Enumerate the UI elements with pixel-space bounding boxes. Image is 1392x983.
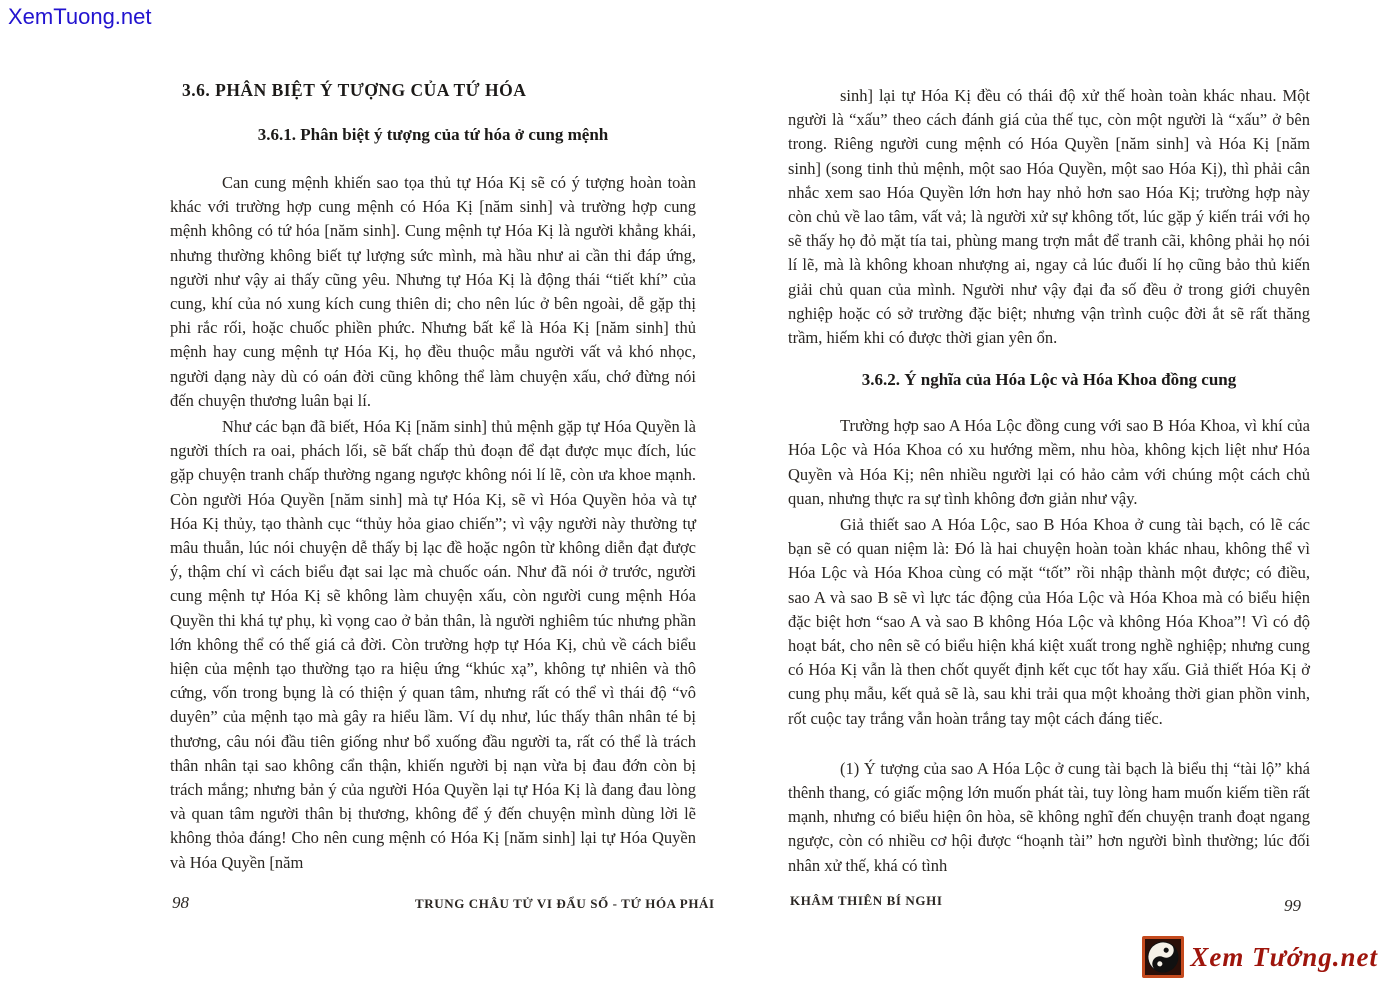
section-heading: 3.6. PHÂN BIỆT Ý TƯỢNG CỦA TỨ HÓA (182, 80, 527, 100)
left-paragraph-2: Như các bạn đã biết, Hóa Kị [năm sinh] thủ mệnh gặp tự Hóa Quyền là người thích ra oai, phách lối, sẽ bất chấp thủ đoạn để đạt được mục đích, lúc gặp chuyện tranh chấp thường ngang ngược không nói lí lẽ, còn ưa khoe mạnh. Còn người Hóa Quyền [năm sinh] mà tự Hóa Kị, sẽ vì Hóa Quyền hỏa và tự Hóa Kị thủy, tạo thành cục “thủy hỏa giao chiến”; vì vậy người này thường tự mâu thuẫn, lúc nói chuyện dễ thấy bị lạc đề hoặc ngôn từ không diễn đạt được ý, thậm chí vì cách biểu đạt sai lạc mà chuốc oán. Như đã nói ở trước, người cung mệnh tự Hóa Kị sẽ không làm chuyện xấu, còn người cung mệnh Hóa Quyền thi khá tự phụ, kì vọng cao ở bản thân, là người nghiêm túc nhưng phần lớn không thể có thế giá cả đời. Còn trường hợp tự Hóa Kị, chủ về cách biểu hiện của mệnh tạo thường tạo ra hiệu ứng “khúc xạ”, không tự nhiên và thô cứng, vốn trong bụng là có thiện ý quan tâm, nhưng rất có thể vì thái độ “vô duyên” của mệnh tạo mà gây ra hiểu lầm. Ví dụ như, lúc thấy thân nhân té bị thương, câu nói đầu tiên giống như bổ xuống đầu người ta, rất có thể là trách thân nhân tại sao không cẩn thận, khiến người bị nạn vừa bị đau đớn còn bị trách mắng; nhưng bản ý của người Hóa Quyền lại tự Hóa Kị là đang đau lòng và quan tâm người thân bị thương, không để ý đến chuyện mình dùng lời lẽ không thỏa đáng! Cho nên cung mệnh có Hóa Kị [năm sinh] lại tự Hóa Quyền và Hóa Quyền [năm (170, 417, 696, 872)
left-running-footer: TRUNG CHÂU TỬ VI ĐẨU SỐ - TỨ HÓA PHÁI (415, 896, 715, 911)
right-page (788, 84, 1310, 878)
left-page (170, 80, 696, 875)
subsection-heading-361: 3.6.1. Phân biệt ý tượng của tứ hóa ở cung mệnh (257, 125, 609, 144)
site-logo[interactable] (1142, 936, 1378, 978)
right-running-footer: KHÂM THIÊN BÍ NGHI (790, 893, 943, 908)
site-watermark-link[interactable]: XemTuong.net (8, 4, 152, 29)
right-paragraph-3: Giả thiết sao A Hóa Lộc, sao B Hóa Khoa ở cung tài bạch, có lẽ các bạn sẽ có quan niệm là: Đó là hai chuyện hoàn toàn khác nhau, không thể vì Hóa Lộc và Hóa Khoa cùng có mặt “tốt” rồi nhập thành một được; có điều, sao A và sao B sẽ vì lực tác động của Hóa Lộc và Hóa Khoa mà có biểu hiện đặc biệt hơn “sao A và sao B không Hóa Lộc và không Hóa Khoa”! Vì có độ hoạt bát, cho nên sẽ có biểu hiện khá kiệt xuất trong nghề nghiệp; nhưng cung có Hóa Kị vẫn là then chốt quyết định kết cục tốt hay xấu. Giả thiết Hóa Kị ở cung phụ mẫu, kết quả sẽ là, sau khi trải qua một khoảng thời gian phồn vinh, rốt cuộc tay trắng vẫn hoàn trắng tay một cách đáng tiếc. (788, 515, 1310, 728)
right-paragraph-2: Trường hợp sao A Hóa Lộc đồng cung với sao B Hóa Khoa, vì khí của Hóa Lộc và Hóa Khoa có xu hướng mềm, nhu hòa, không kịch liệt như Hóa Quyền và Hóa Kị; nên nhiều người lại có hảo cảm với chúng một cách chủ quan, nhưng thực ra sự tình không đơn giản như vậy. (788, 416, 1310, 508)
left-page-number: 98 (172, 893, 189, 912)
right-paragraph-1: sinh] lại tự Hóa Kị đều có thái độ xử thế hoàn toàn khác nhau. Một người là “xấu” theo cách đánh giá của thế tục, còn một người là “xấu” ở bên trong. Riêng người cung mệnh có Hóa Quyền [năm sinh] và Hóa Kị [năm sinh] (song tinh thủ mệnh, một sao Hóa Quyền, một sao Hóa Kị), thì phải cân nhắc xem sao Hóa Quyền lớn hơn hay nhỏ hơn sao Hóa Kị; trường hợp này còn chủ về lao tâm, vất vả; là người xử sự không tốt, lúc gặp ý kiến trái với họ sẽ thấy họ đỏ mặt tía tai, phùng mang trợn mắt để tranh cãi, không phải họ nói lí lẽ, mà là không khoan nhượng ai, ngay cả lúc đuối lí họ cũng bảo thủ kiến giải chủ quan của mình. Người như vậy đại đa số đều ở trong giới chuyên nghiệp hoặc có sở trường đặc biệt; nhưng vận trình cuộc đời ắt sẽ rất thăng trầm, hiếm khi có được thời gian yên ổn. (788, 86, 1310, 348)
subsection-heading-362: 3.6.2. Ý nghĩa của Hóa Lộc và Hóa Khoa đồng cung (861, 370, 1237, 390)
yin-yang-icon (1142, 936, 1184, 978)
left-paragraph-1: Can cung mệnh khiến sao tọa thủ tự Hóa Kị sẽ có ý tượng hoàn toàn khác với trường hợp cung mệnh có Hóa Kị [năm sinh] và trường hợp cung mệnh không có tứ hóa [năm sinh]. Cung mệnh tự Hóa Kị là người khẳng khái, nhưng thường không biết tự lượng sức mình, mà hầu như ai cần thi đáp ứng, người như vậy ai thấy cũng yêu. Nhưng tự Hóa Kị là động thái “tiết khí” của cung, khí của nó xung kích cung thiên di; cho nên lúc ở bên ngoài, dễ gặp thị phi rắc rối, hoặc chuốc phiền phức. Nhưng bất kể là Hóa Kị [năm sinh] thủ mệnh hay cung mệnh tự Hóa Kị, họ đều thuộc mẫu người vất vả khó nhọc, người dạng này dù có oán đời cũng không thể làm chuyện xấu, chớ đừng nói đến chuyện thương luân bại lí. (170, 173, 696, 410)
right-paragraph-4: (1) Ý tượng của sao A Hóa Lộc ở cung tài bạch là biểu thị “tài lộ” khá thênh thang, có giấc mộng lớn muốn phát tài, tuy lòng ham muốn kiếm tiền rất mạnh, nhưng có biểu hiện ôn hòa, sẽ không nghĩ đến chuyện tranh đoạt ngang ngược, còn có nhiều cơ hội được “hoạnh tài” hơn người bình thường; lúc đối nhân xử thế, khá có tình (788, 758, 1310, 875)
site-logo-text: Xem Tướng.net (1190, 941, 1378, 972)
right-page-number: 99 (1284, 896, 1301, 915)
